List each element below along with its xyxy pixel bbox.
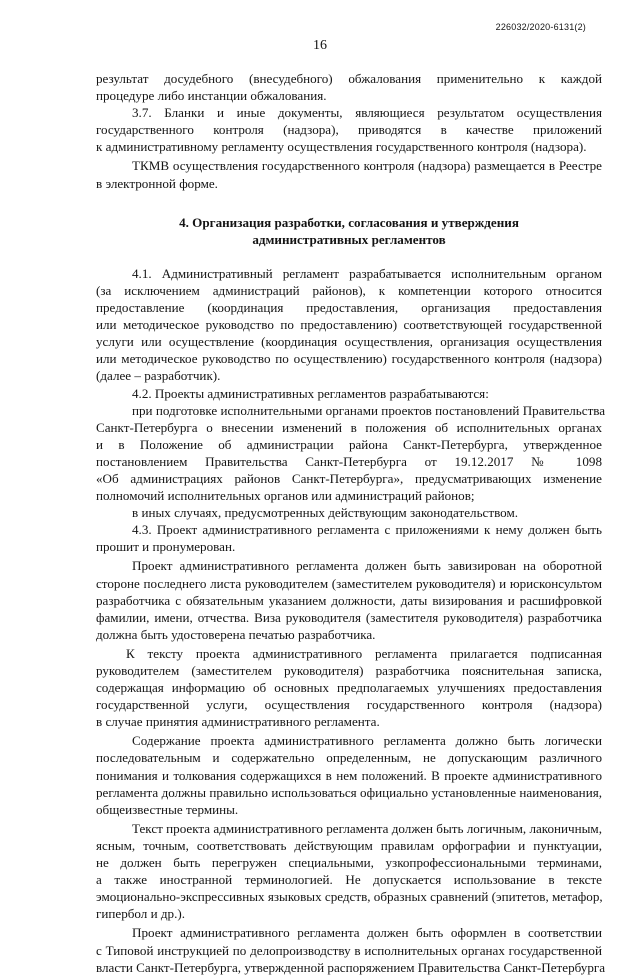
- document-registration-number: 226032/2020-6131(2): [495, 22, 586, 32]
- text-line: государственной услуги, осуществления государственного контроля (надзора): [96, 697, 602, 713]
- text-line: общеизвестные термины.: [96, 801, 239, 817]
- text-line: содержащая информацию об основных предполагаемых улучшениях предоставления: [96, 680, 602, 696]
- text-line: Санкт-Петербурга о внесении изменений в положения об исполнительных органах: [96, 419, 602, 435]
- text-line: регламента должны правильно использоваться официально установленные наименования,: [96, 784, 602, 800]
- text-line: в иных случаях, предусмотренных действующим законодательством.: [132, 505, 519, 521]
- text-line: в случае принятия административного регламента.: [96, 714, 380, 730]
- paragraph-4-2-item-2: [96, 504, 602, 521]
- text-line: (за исключением администраций районов), к компетенции которого относится: [96, 282, 602, 298]
- paragraph-text-style: [96, 820, 602, 923]
- text-line: или методическое руководство по предоставлению) соответствующей государственной: [96, 317, 602, 333]
- paragraph-formatting: [96, 924, 606, 975]
- page-number: 16: [313, 38, 327, 53]
- text-line: ТКМВ осуществления государственного контроля (надзора) размещается в Реестре: [132, 158, 602, 174]
- text-line: разработчика с обязательным указанием должности, даты визирования и расшифровкой: [96, 592, 602, 608]
- paragraph-4-3: [96, 521, 602, 555]
- text-line: руководителем (заместителем руководителя) разработчика пояснительная записка,: [96, 663, 602, 678]
- text-line: власти Санкт-Петербурга, утвержденной распоряжением Правительства Санкт-Петербурга: [96, 959, 606, 975]
- text-line: полномочий исполнительных органов или администраций районов;: [96, 488, 475, 504]
- paragraph-4-1: [96, 265, 602, 385]
- text-line: К тексту проекта административного регламента прилагается подписанная: [126, 645, 602, 661]
- text-line: услуги или осуществление (координация осуществления, организация осуществления: [96, 334, 602, 350]
- document-body: [96, 70, 606, 976]
- text-line: понимания и толкования содержащихся в нем положений. В проекте административного: [96, 767, 602, 783]
- text-line: ясным, точным, соответствовать действующим правилам орфографии и пунктуации,: [96, 837, 602, 853]
- text-line: прошит и пронумерован.: [96, 539, 236, 555]
- text-line: 4.1. Административный регламент разрабатывается исполнительным органом: [132, 265, 602, 281]
- paragraph-explanatory-note: [96, 645, 602, 730]
- paragraph-4-2: [96, 385, 602, 402]
- text-line: фамилии, имени, отчества. Виза руководителя (заместителя руководителя) разработчика: [96, 609, 602, 625]
- text-line: (далее – разработчик).: [96, 368, 221, 384]
- paragraph-tkmv: [96, 157, 602, 191]
- text-line: 3.7. Бланки и иные документы, являющиеся результатом осуществления: [132, 105, 602, 121]
- text-line: результат досудебного (внесудебного) обжалования применительно к каждой: [96, 71, 602, 86]
- text-line: должна быть удостоверена печатью разработчика.: [96, 626, 376, 642]
- text-line: гипербол и др.).: [96, 906, 185, 922]
- text-line: не должен быть перегружен специальными, узкопрофессиональными терминами,: [96, 855, 602, 871]
- text-line: «Об администрациях районов Санкт-Петербурга», предусматривающих изменение: [96, 470, 602, 486]
- text-line: с Типовой инструкцией по делопроизводству в исполнительных органах государственной: [96, 942, 602, 958]
- text-line: Текст проекта административного регламента должен быть логичным, лаконичным,: [132, 820, 602, 836]
- heading-line: 4. Организация разработки, согласования и утверждения: [179, 214, 519, 230]
- text-line: эмоционально-экспрессивных языковых средств, образных сравнений (эпитетов, метафор,: [96, 889, 603, 905]
- heading-line: административных регламентов: [252, 231, 446, 247]
- text-line: Проект административного регламента должен быть оформлен в соответствии: [132, 925, 602, 941]
- text-line: к административному регламенту осуществления государственного контроля (надзора).: [96, 139, 587, 155]
- text-line: государственного контроля (надзора), приводятся в качестве приложений: [96, 122, 602, 138]
- text-line: 4.2. Проекты административных регламентов разрабатываются:: [132, 385, 489, 401]
- text-line: последовательным и содержательно определенным, не допускающим различного: [96, 750, 602, 766]
- text-line: или методическое руководство по осуществлению) государственного контроля (надзора): [96, 351, 602, 367]
- paragraph-visa: [96, 557, 602, 642]
- text-line: и в Положение об администрации района Санкт-Петербурга, утвержденное: [96, 436, 602, 452]
- paragraph-4-2-item-1: [96, 402, 606, 505]
- text-line: 4.3. Проект административного регламента с приложениями к нему должен быть: [132, 522, 602, 538]
- paragraph-3-6-continuation: [96, 70, 602, 104]
- text-line: Проект административного регламента должен быть завизирован на оборотной: [132, 558, 602, 574]
- text-line: предоставление (координация предоставления, организация предоставления: [96, 300, 602, 316]
- text-line: при подготовке исполнительными органами проектов постановлений Правительства: [132, 402, 606, 418]
- text-line: постановлением Правительства Санкт-Петербурга от 19.12.2017 № 1098: [96, 453, 602, 469]
- text-line: Содержание проекта административного регламента должно быть логически: [132, 733, 602, 749]
- paragraph-content: [96, 732, 602, 817]
- section-4-heading: [96, 214, 602, 248]
- text-line: а также иностранной терминологией. Не допускается использование в тексте: [96, 872, 602, 888]
- text-line: процедуре либо инстанции обжалования.: [96, 88, 327, 104]
- text-line: стороне последнего листа руководителем (заместителем руководителя) и юрисконсультом: [96, 575, 602, 591]
- text-line: в электронной форме.: [96, 175, 218, 191]
- paragraph-3-7: [96, 104, 602, 155]
